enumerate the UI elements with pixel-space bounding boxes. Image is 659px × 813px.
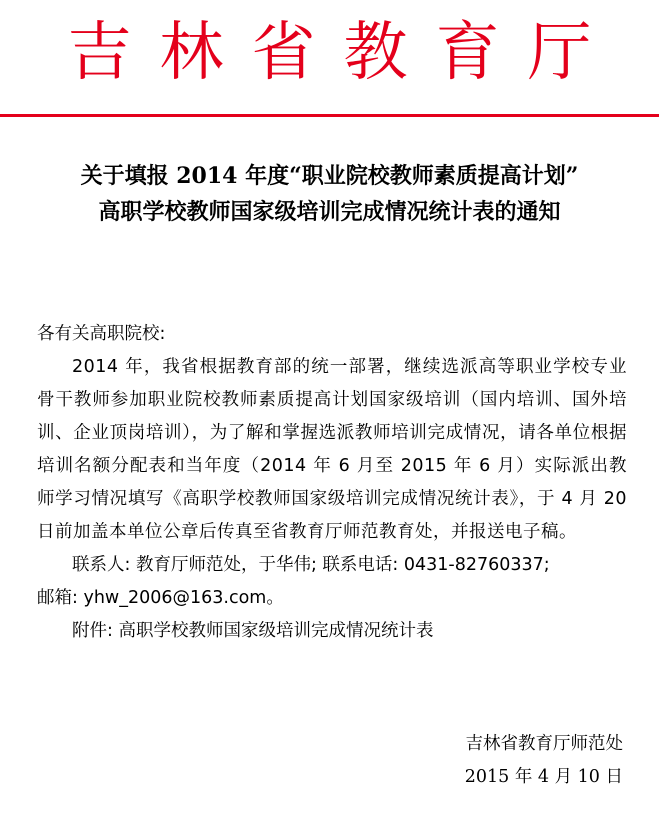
document-title-line-2: 高职学校教师国家级培训完成情况统计表的通知 (98, 199, 561, 225)
signature-organization: 吉林省教育厅师范处 (465, 734, 623, 754)
letterhead-title: 吉林省教育厅 (67, 16, 620, 90)
main-paragraph: 2014 年，我省根据教育部的统一部署，继续选派高等职业学校专业骨干教师参加职业院校教师素质提高计划国家级培训（国内培训、国外培训、企业顶岗培训），为了解和掌握选派教师培训完成情况，请各单位根据培训名额分配表和当年度（2014 年 6 月至 2015 年 6 月）实际派出教师学习情况填写《高职学校教师国家级培训完成情况统计表》，于 4 月 20 日前加盖本单位公章后传真至省教育厅师范教育处，并报送电子稿。 (37, 357, 627, 542)
signature-date: 2015 年 4 月 10 日 (464, 767, 623, 787)
email-info: 邮箱: yhw_2006@163.com。 (37, 588, 284, 608)
document-body (37, 318, 627, 648)
contact-info: 联系人: 教育厅师范处，于华伟; 联系电话: 0431-82760337; (72, 555, 550, 575)
letterhead (0, 8, 659, 98)
signature-block (465, 728, 623, 794)
salutation: 各有关高职院校: (37, 324, 166, 344)
document-title-line-1: 关于填报 2014 年度“职业院校教师素质提高计划” (80, 163, 579, 189)
letterhead-red-rule (0, 114, 659, 117)
document-title (0, 158, 659, 230)
attachment-note: 附件: 高职学校教师国家级培训完成情况统计表 (72, 621, 434, 641)
